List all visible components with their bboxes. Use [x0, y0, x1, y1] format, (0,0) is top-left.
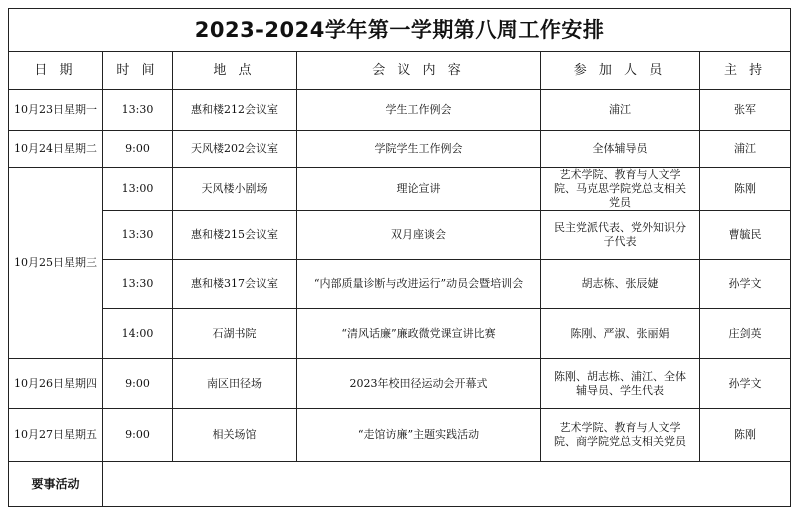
header-content: 会 议 内 容 [297, 52, 541, 90]
place-cell: 相关场馆 [173, 409, 297, 462]
host-cell: 浦江 [700, 131, 791, 168]
header-row [9, 52, 791, 90]
place-cell: 惠和楼212会议室 [173, 90, 297, 131]
participants-cell [541, 168, 700, 211]
date-cell: 10月27日星期五 [9, 409, 103, 462]
time-cell: 9:00 [103, 359, 173, 409]
participants-text: 陈刚、胡志栋、浦江、全体辅导员、学生代表 [554, 369, 686, 397]
table-row [9, 359, 791, 409]
header-time: 时 间 [103, 52, 173, 90]
participants-text: 艺术学院、教育与人文学院、马克思学院党总支相关党员 [554, 168, 686, 209]
schedule-table [8, 8, 791, 507]
content-cell: 2023年校田径运动会开幕式 [297, 359, 541, 409]
date-cell: 10月23日星期一 [9, 90, 103, 131]
time-cell: 9:00 [103, 409, 173, 462]
host-cell: 张军 [700, 90, 791, 131]
table-row [9, 409, 791, 462]
host-cell: 陈刚 [700, 409, 791, 462]
date-cell: 10月24日星期二 [9, 131, 103, 168]
host-cell: 孙学文 [700, 260, 791, 309]
content-cell: “清风话廉”廉政微党课宣讲比赛 [297, 309, 541, 359]
place-cell: 惠和楼317会议室 [173, 260, 297, 309]
table-row [9, 90, 791, 131]
time-cell: 9:00 [103, 131, 173, 168]
content-cell: 双月座谈会 [297, 211, 541, 260]
host-cell: 孙学文 [700, 359, 791, 409]
participants-cell: 胡志栋、张辰婕 [541, 260, 700, 309]
date-cell: 10月25日星期三 [9, 168, 103, 359]
key-events-label: 要事活动 [9, 462, 103, 507]
content-cell: “内部质量诊断与改进运行”动员会暨培训会 [297, 260, 541, 309]
key-events-content [103, 462, 791, 507]
table-row [9, 168, 791, 211]
place-cell: 石湖书院 [173, 309, 297, 359]
time-cell: 13:00 [103, 168, 173, 211]
table-row [9, 211, 791, 260]
time-cell: 13:30 [103, 260, 173, 309]
header-participants: 参 加 人 员 [541, 52, 700, 90]
place-cell: 惠和楼215会议室 [173, 211, 297, 260]
content-cell: 学院学生工作例会 [297, 131, 541, 168]
place-cell: 南区田径场 [173, 359, 297, 409]
place-cell: 天风楼小剧场 [173, 168, 297, 211]
host-cell: 陈刚 [700, 168, 791, 211]
content-cell: “走馆访廉”主题实践活动 [297, 409, 541, 462]
table-row [9, 309, 791, 359]
header-date: 日 期 [9, 52, 103, 90]
schedule-sheet [8, 8, 790, 498]
participants-text: 艺术学院、教育与人文学院、商学院党总支相关党员 [554, 421, 686, 448]
host-cell: 曹毓民 [700, 211, 791, 260]
participants-cell [541, 211, 700, 260]
time-cell: 14:00 [103, 309, 173, 359]
table-row [9, 131, 791, 168]
content-cell: 学生工作例会 [297, 90, 541, 131]
participants-cell: 浦江 [541, 90, 700, 131]
title-row [9, 9, 791, 52]
participants-cell: 陈刚、严淑、张丽娟 [541, 309, 700, 359]
time-cell: 13:30 [103, 211, 173, 260]
header-place: 地 点 [173, 52, 297, 90]
time-cell: 13:30 [103, 90, 173, 131]
participants-cell [541, 359, 700, 409]
place-cell: 天风楼202会议室 [173, 131, 297, 168]
participants-text: 民主党派代表、党外知识分子代表 [554, 221, 686, 248]
table-row [9, 260, 791, 309]
page-title: 2023-2024学年第一学期第八周工作安排 [9, 9, 791, 52]
content-cell: 理论宣讲 [297, 168, 541, 211]
participants-cell [541, 409, 700, 462]
participants-cell: 全体辅导员 [541, 131, 700, 168]
host-cell: 庄剑英 [700, 309, 791, 359]
key-events-row [9, 462, 791, 507]
header-host: 主 持 [700, 52, 791, 90]
date-cell: 10月26日星期四 [9, 359, 103, 409]
